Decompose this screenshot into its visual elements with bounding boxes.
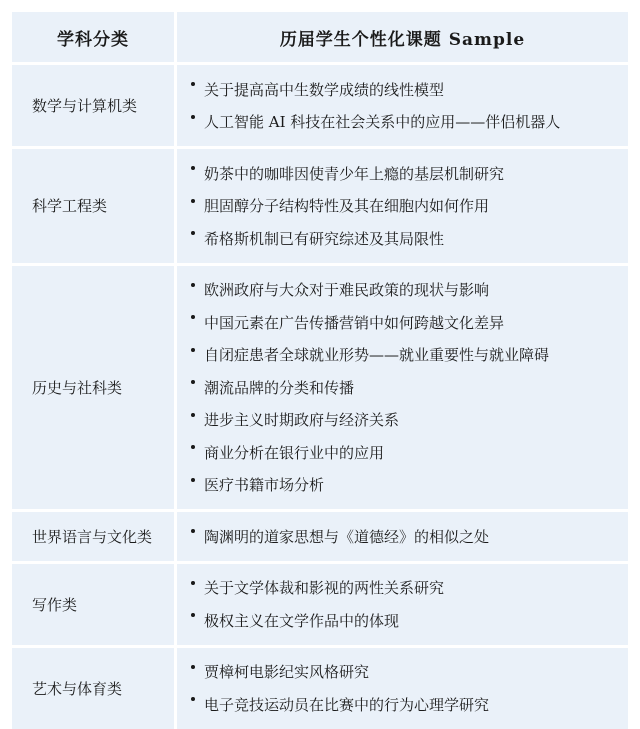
category-label: 科学工程类	[12, 149, 174, 263]
topic-text: 进步主义时期政府与经济关系	[204, 411, 400, 430]
topic-text: 中国元素在广告传播营销中如何跨越文化差异	[204, 313, 505, 332]
list-item	[191, 371, 354, 404]
topic-text: 医疗书籍市场分析	[204, 476, 325, 495]
topic-list	[177, 648, 628, 729]
header-topics: 历届学生个性化课题 Sample	[177, 12, 628, 62]
list-item	[191, 520, 489, 553]
topic-list	[177, 65, 628, 146]
category-label: 艺术与体育类	[12, 648, 174, 729]
topic-text: 贾樟柯电影纪实风格研究	[204, 663, 370, 682]
list-item	[191, 469, 324, 502]
topic-list	[177, 512, 628, 561]
list-item	[191, 604, 399, 637]
list-item	[191, 73, 444, 106]
bullet-icon	[191, 315, 195, 319]
bullet-icon	[191, 613, 195, 617]
topic-text: 电子竞技运动员在比赛中的行为心理学研究	[204, 695, 490, 714]
category-label: 写作类	[12, 564, 174, 645]
bullet-icon	[191, 231, 195, 235]
bullet-icon	[191, 380, 195, 384]
topic-list	[177, 149, 628, 263]
topic-text: 关于文学体裁和影视的两性关系研究	[204, 579, 445, 598]
list-item	[191, 157, 504, 190]
list-item	[191, 222, 444, 255]
topic-text: 人工智能 AI 科技在社会关系中的应用——伴侣机器人	[204, 113, 561, 132]
topic-text: 胆固醇分子结构特性及其在细胞内如何作用	[204, 197, 490, 216]
topic-text: 欧洲政府与大众对于难民政策的现状与影响	[204, 281, 490, 300]
topic-text: 奶茶中的咖啡因使青少年上瘾的基层机制研究	[204, 164, 505, 183]
bullet-icon	[191, 478, 195, 482]
list-item	[191, 306, 504, 339]
topic-list	[177, 564, 628, 645]
list-item	[191, 656, 369, 689]
topic-text: 陶渊明的道家思想与《道德经》的相似之处	[204, 527, 490, 546]
bullet-icon	[191, 445, 195, 449]
bullet-icon	[191, 82, 195, 86]
topic-text: 关于提高高中生数学成绩的线性模型	[204, 80, 445, 99]
bullet-icon	[191, 166, 195, 170]
topic-text: 极权主义在文学作品中的体现	[204, 611, 400, 630]
topics-table	[12, 12, 628, 729]
topic-text: 希格斯机制已有研究综述及其局限性	[204, 229, 445, 248]
header-category: 学科分类	[12, 12, 174, 62]
category-label: 世界语言与文化类	[12, 512, 174, 561]
category-label: 历史与社科类	[12, 266, 174, 510]
bullet-icon	[191, 348, 195, 352]
topic-text: 自闭症患者全球就业形势——就业重要性与就业障碍	[204, 346, 550, 365]
bullet-icon	[191, 665, 195, 669]
bullet-icon	[191, 413, 195, 417]
list-item	[191, 404, 399, 437]
list-item	[191, 572, 444, 605]
bullet-icon	[191, 199, 195, 203]
list-item	[191, 436, 384, 469]
list-item	[191, 688, 489, 721]
bullet-icon	[191, 283, 195, 287]
list-item	[191, 339, 549, 372]
topic-text: 商业分析在银行业中的应用	[204, 443, 385, 462]
bullet-icon	[191, 581, 195, 585]
topic-text: 潮流品牌的分类和传播	[204, 378, 355, 397]
bullet-icon	[191, 529, 195, 533]
category-label: 数学与计算机类	[12, 65, 174, 146]
list-item	[191, 274, 489, 307]
bullet-icon	[191, 115, 195, 119]
list-item	[191, 190, 489, 223]
list-item	[191, 106, 560, 139]
bullet-icon	[191, 697, 195, 701]
topic-list	[177, 266, 628, 510]
